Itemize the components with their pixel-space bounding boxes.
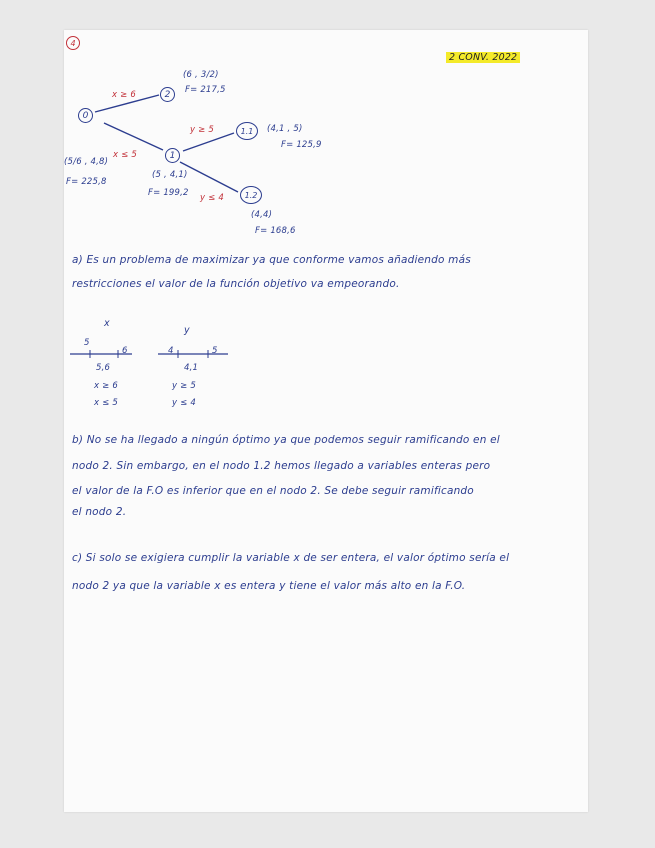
answer-c-line-1: c) Si solo se exigiera cumplir la variable x de ser entera, el valor óptimo sería el [72, 552, 510, 564]
number-line-y-upper: y ≥ 5 [172, 381, 196, 391]
answer-a-line-2: restricciones el valor de la función objetivo va empeorando. [72, 278, 400, 290]
answer-a-line-1: a) Es un problema de maximizar ya que conforme vamos añadiendo más [72, 254, 471, 266]
node-2-value: F= 217,5 [185, 85, 226, 95]
exam-tag [446, 52, 520, 63]
node-1-1-point: (4,1 , 5) [267, 124, 303, 134]
number-line-x-title: x [104, 318, 110, 329]
answer-b-line-2: nodo 2. Sin embargo, en el nodo 1.2 hemos llegado a variables enteras pero [72, 460, 491, 472]
number-line-y-value: 4,1 [184, 363, 199, 373]
number-line-y-right: 5 [212, 346, 218, 356]
node-0: 0 [78, 108, 93, 123]
number-line-y-title: y [184, 325, 190, 336]
node-1-1: 1.1 [236, 122, 258, 140]
answer-b-line-4: el nodo 2. [72, 506, 127, 518]
edge-0-1 [104, 123, 163, 150]
number-line-y-left: 4 [168, 346, 174, 356]
page-number: 4 [66, 36, 80, 50]
node-1-value: F= 199,2 [148, 188, 189, 198]
node-1-point: (5 , 4,1) [152, 170, 188, 180]
number-line-y-lower: y ≤ 4 [172, 398, 196, 408]
edge-label-0-1: x ≤ 5 [113, 150, 137, 160]
number-line-x-left: 5 [84, 338, 90, 348]
node-2: 2 [160, 87, 175, 102]
edge-label-1-11: y ≥ 5 [190, 125, 214, 135]
node-2-point: (6 , 3/2) [183, 70, 219, 80]
number-line-x-lower: x ≤ 5 [94, 398, 118, 408]
node-1-2: 1.2 [240, 186, 262, 204]
answer-b-line-1: b) No se ha llegado a ningún óptimo ya que podemos seguir ramificando en el [72, 434, 500, 446]
edge-1-12 [180, 162, 238, 192]
node-1-2-value: F= 168,6 [255, 226, 296, 236]
edge-1-11 [183, 133, 234, 151]
answer-b-line-3: el valor de la F.O es inferior que en el nodo 2. Se debe seguir ramificando [72, 485, 474, 497]
answer-c-line-2: nodo 2 ya que la variable x es entera y tiene el valor más alto en la F.O. [72, 580, 466, 592]
node-1-2-point: (4,4) [251, 210, 273, 220]
node-1: 1 [165, 148, 180, 163]
number-line-x-value: 5,6 [96, 363, 111, 373]
number-line-x-right: 6 [122, 346, 128, 356]
node-0-value: F= 225,8 [66, 177, 107, 187]
number-line-x-upper: x ≥ 6 [94, 381, 118, 391]
node-0-point: (5/6 , 4,8) [64, 157, 109, 167]
edge-label-0-2: x ≥ 6 [112, 90, 136, 100]
edge-label-1-12: y ≤ 4 [200, 193, 224, 203]
exam-tag-text: 2 CONV. 2022 [446, 52, 520, 63]
node-1-1-value: F= 125,9 [281, 140, 322, 150]
